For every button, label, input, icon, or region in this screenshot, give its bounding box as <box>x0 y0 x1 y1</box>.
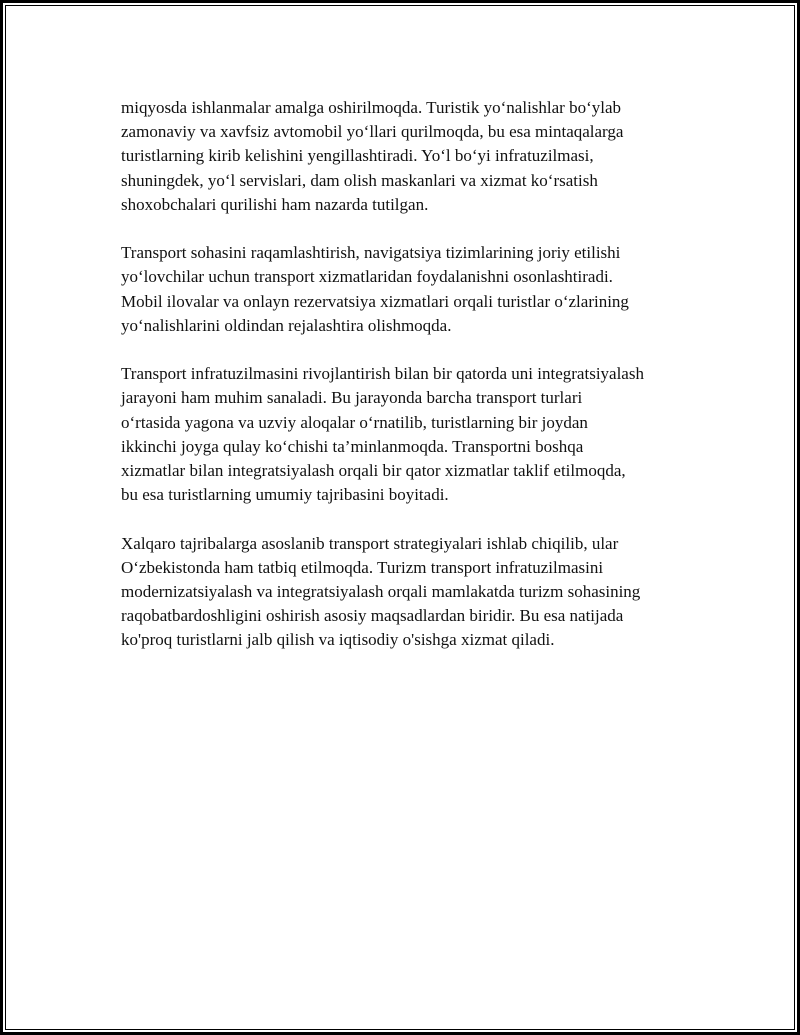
paragraph-road-infrastructure <box>121 96 721 217</box>
document-body <box>121 96 721 677</box>
text-line: O‘zbekistonda ham tatbiq etilmoqda. Turizm transport infratuzilmasini <box>121 557 604 577</box>
paragraph-international-experience <box>121 532 721 653</box>
paragraph-integration <box>121 362 721 507</box>
text-line: jarayoni ham muhim sanaladi. Bu jarayonda barcha transport turlari <box>121 388 583 408</box>
text-line: Mobil ilovalar va onlayn rezervatsiya xizmatlari orqali turistlar o‘zlarining <box>121 291 629 311</box>
text-line: shoxobchalari qurilishi ham nazarda tutilgan. <box>121 194 429 214</box>
text-line: modernizatsiyalash va integratsiyalash orqali mamlakatda turizm sohasining <box>121 582 641 602</box>
text-line: yo‘nalishlarini oldindan rejalashtira olishmoqda. <box>121 315 452 335</box>
text-line: raqobatbardoshligini oshirish asosiy maqsadlardan biridir. Bu esa natijada <box>121 606 624 626</box>
text-line: miqyosda ishlanmalar amalga oshirilmoqda. Turistik yo‘nalishlar bo‘ylab <box>121 98 622 117</box>
text-line: Xalqaro tajribalarga asoslanib transport strategiyalari ishlab chiqilib, ular <box>121 533 619 553</box>
text-line: Transport infratuzilmasini rivojlantirish bilan bir qatorda uni integratsiyalash <box>121 364 644 384</box>
text-line: zamonaviy va xavfsiz avtomobil yo‘llari qurilmoqda, bu esa mintaqalarga <box>121 122 624 142</box>
text-line: turistlarning kirib kelishini yengillashtiradi. Yo‘l bo‘yi infratuzilmasi, <box>121 146 594 166</box>
text-line: o‘rtasida yagona va uzviy aloqalar o‘rnatilib, turistlarning bir joydan <box>121 412 588 432</box>
text-line: xizmatlar bilan integratsiyalash orqali bir qator xizmatlar taklif etilmoqda, <box>121 461 626 481</box>
text-line: Transport sohasini raqamlashtirish, navigatsiya tizimlarining joriy etilishi <box>121 243 621 263</box>
text-line: ko'proq turistlarni jalb qilish va iqtisodiy o'sishga xizmat qiladi. <box>121 630 555 650</box>
text-line: bu esa turistlarning umumiy tajribasini boyitadi. <box>121 485 449 505</box>
paragraph-digitalization <box>121 241 721 338</box>
text-line: shuningdek, yo‘l servislari, dam olish maskanlari va xizmat ko‘rsatish <box>121 170 598 190</box>
text-line: yo‘lovchilar uchun transport xizmatlaridan foydalanishni osonlashtiradi. <box>121 267 613 287</box>
text-line: ikkinchi joyga qulay ko‘chishi ta’minlanmoqda. Transportni boshqa <box>121 436 584 456</box>
